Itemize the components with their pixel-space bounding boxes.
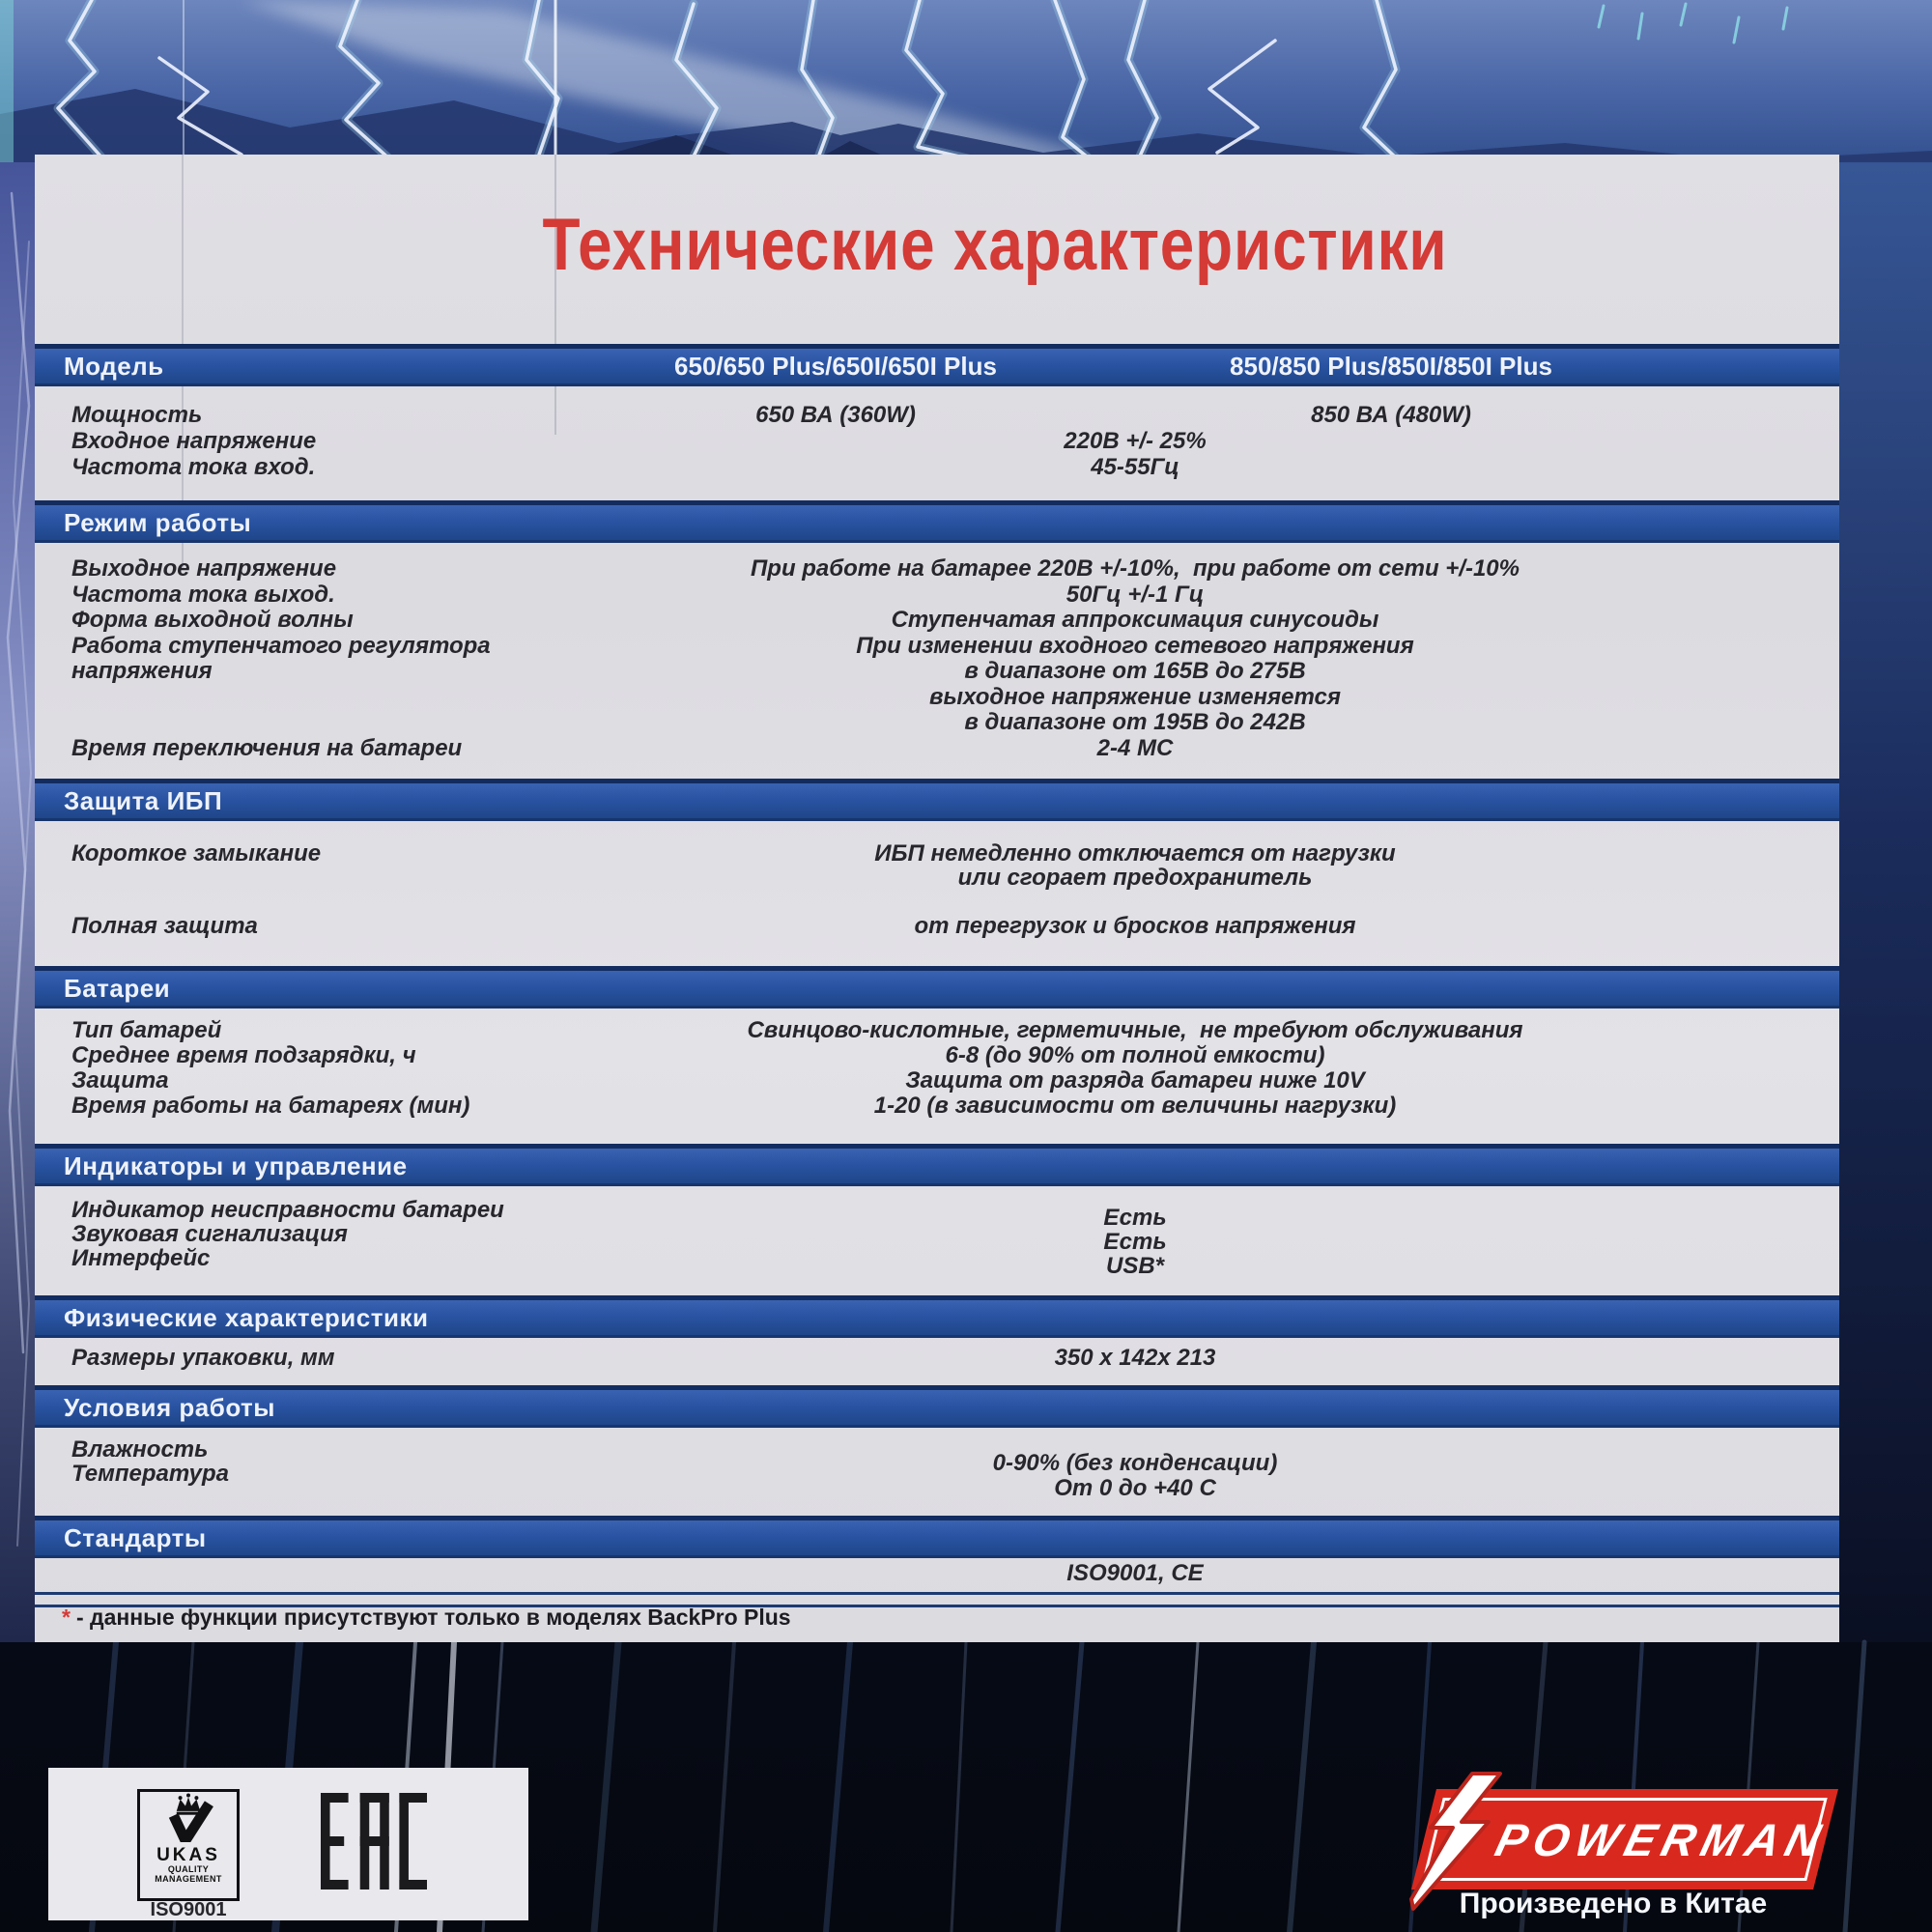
spec-line: Тип батарей [71, 1017, 222, 1043]
section-bar-mode [35, 500, 1839, 543]
spec-line: Защита от разряда батареи ниже 10V [905, 1067, 1365, 1094]
ukas-iso-label: ISO9001 [150, 1899, 227, 1920]
spec-line: При работе на батарее 220В +/-10%, при работе от сети +/-10% [751, 555, 1520, 582]
spec-line [71, 685, 491, 711]
spec-line: 220В +/- 25% [1064, 428, 1207, 454]
footnote-text: - данные функции присутствуют только в моделях BackPro Plus [75, 1605, 791, 1630]
spec-line: выходное напряжение изменяется [928, 683, 1342, 710]
eac-mark-icon [321, 1793, 427, 1889]
indicators-values [435, 1206, 1835, 1278]
standards-values [435, 1561, 1835, 1586]
spec-line: 6-8 (до 90% от полной емкости) [945, 1042, 1325, 1068]
model-column-650: 650/650 Plus/650I/650I Plus [674, 352, 997, 381]
spec-line [435, 890, 1835, 914]
spec-line: От 0 до +40 С [1054, 1475, 1216, 1501]
spec-line: Ступенчатая аппроксимация синусоиды [891, 607, 1379, 633]
spec-line: Время работы на батареях (мин) [71, 1093, 470, 1119]
section-bar-batteries [35, 966, 1839, 1009]
section-bar-physical [35, 1295, 1839, 1338]
spec-line: Короткое замыкание [71, 840, 322, 867]
spec-line: Входное напряжение [71, 428, 317, 454]
spec-line: При изменении входного сетевого напряжения [856, 632, 1414, 659]
spec-line: Индикатор неисправности батареи [71, 1197, 504, 1223]
section-header-batteries: Батареи [64, 974, 171, 1003]
spec-line: 0-90% (без конденсации) [992, 1450, 1278, 1476]
environment-values [435, 1451, 1835, 1501]
batteries-values [435, 1018, 1835, 1119]
model-column-850: 850/850 Plus/850I/850I Plus [1230, 352, 1552, 381]
section-header-standards: Стандарты [64, 1523, 207, 1552]
spec-line: ИБП немедленно отключается от нагрузки [874, 840, 1396, 867]
spec-line: Частота тока вход. [71, 454, 316, 480]
spec-line: напряжения [71, 658, 213, 684]
section-header-physical: Физические характеристики [64, 1303, 429, 1332]
physical-values [435, 1346, 1835, 1371]
powerman-wordmark: POWERMAN [1491, 1813, 1833, 1865]
section-header-indicators: Индикаторы и управление [64, 1151, 408, 1180]
model-power-850: 850 ВА (480W) [1311, 402, 1471, 428]
country-of-origin: Произведено в Китае [1459, 1888, 1768, 1919]
section-bar-indicators [35, 1144, 1839, 1186]
mode-values [435, 556, 1835, 761]
spec-line [435, 402, 1835, 428]
ukas-logo [137, 1789, 240, 1901]
ukas-quality: QUALITY [167, 1864, 210, 1874]
mode-labels [71, 556, 491, 761]
spec-line: Свинцово-кислотные, герметичные, не требуют обслуживания [747, 1017, 1523, 1043]
section-header-protection: Защита ИБП [64, 786, 223, 815]
spec-line: Мощность [71, 402, 203, 428]
spec-line: Форма выходной волны [71, 607, 354, 633]
spec-line: Полная защита [71, 913, 258, 939]
section-bar-standards [35, 1516, 1839, 1558]
spec-line: Температура [71, 1460, 229, 1487]
spec-line: Звуковая сигнализация [71, 1221, 348, 1247]
section-header-model: Модель [64, 352, 164, 381]
section-bar-model [35, 344, 1839, 386]
spec-line: Интерфейс [71, 1245, 211, 1271]
spec-line: Размеры упаковки, мм [71, 1345, 335, 1371]
environment-labels [71, 1438, 229, 1486]
spec-line: ISO9001, CE [1066, 1560, 1204, 1586]
batteries-labels [71, 1018, 469, 1119]
spec-line: 2-4 МС [1096, 734, 1174, 761]
spec-line: Есть [1103, 1229, 1167, 1255]
spec-line: 50Гц +/-1 Гц [1065, 581, 1205, 608]
section-bar-protection [35, 779, 1839, 821]
protection-labels [71, 841, 321, 938]
spec-line: или сгорает предохранитель [957, 865, 1313, 891]
spec-line: Влажность [71, 1436, 209, 1463]
physical-labels [71, 1346, 335, 1371]
certification-box [48, 1768, 528, 1920]
model-row-labels [71, 402, 316, 480]
spec-line: от перегрузок и бросков напряжения [914, 913, 1356, 939]
protection-values [435, 841, 1835, 938]
footnote-asterisk: * [62, 1605, 71, 1630]
spec-line: Среднее время подзарядки, ч [71, 1042, 416, 1068]
spec-line: Работа ступенчатого регулятора [71, 632, 491, 659]
model-power-650: 650 ВА (360W) [755, 402, 916, 428]
spec-line: Время переключения на батареи [71, 734, 463, 761]
powerman-logo [1410, 1785, 1835, 1897]
ukas-management: MANAGEMENT [155, 1874, 222, 1884]
page-title: Технические характеристики [542, 204, 1448, 286]
spec-line: Частота тока выход. [71, 581, 335, 608]
spec-line: 45-55Гц [1091, 454, 1179, 480]
section-bar-environment [35, 1385, 1839, 1428]
model-shared-values [435, 402, 1835, 480]
spec-line: 350 x 142x 213 [1054, 1345, 1216, 1371]
spec-line [71, 710, 491, 736]
crown-checkmark-icon [143, 1792, 234, 1842]
footnote [62, 1605, 791, 1631]
spec-line: в диапазоне от 195В до 242В [964, 709, 1306, 735]
spec-line [71, 866, 321, 890]
spec-line [71, 890, 321, 914]
section-header-environment: Условия работы [64, 1393, 275, 1422]
spec-line: 1-20 (в зависимости от величины нагрузки) [873, 1093, 1397, 1119]
spec-line: Выходное напряжение [71, 555, 337, 582]
spec-line: USB* [1105, 1253, 1164, 1279]
ukas-name: UKAS [156, 1845, 220, 1865]
spec-line: Есть [1103, 1205, 1167, 1231]
spec-line: в диапазоне от 165В до 275В [964, 658, 1306, 684]
spec-line: Защита [71, 1067, 169, 1094]
section-header-mode: Режим работы [64, 508, 252, 537]
box-fold-seam [554, 155, 556, 435]
